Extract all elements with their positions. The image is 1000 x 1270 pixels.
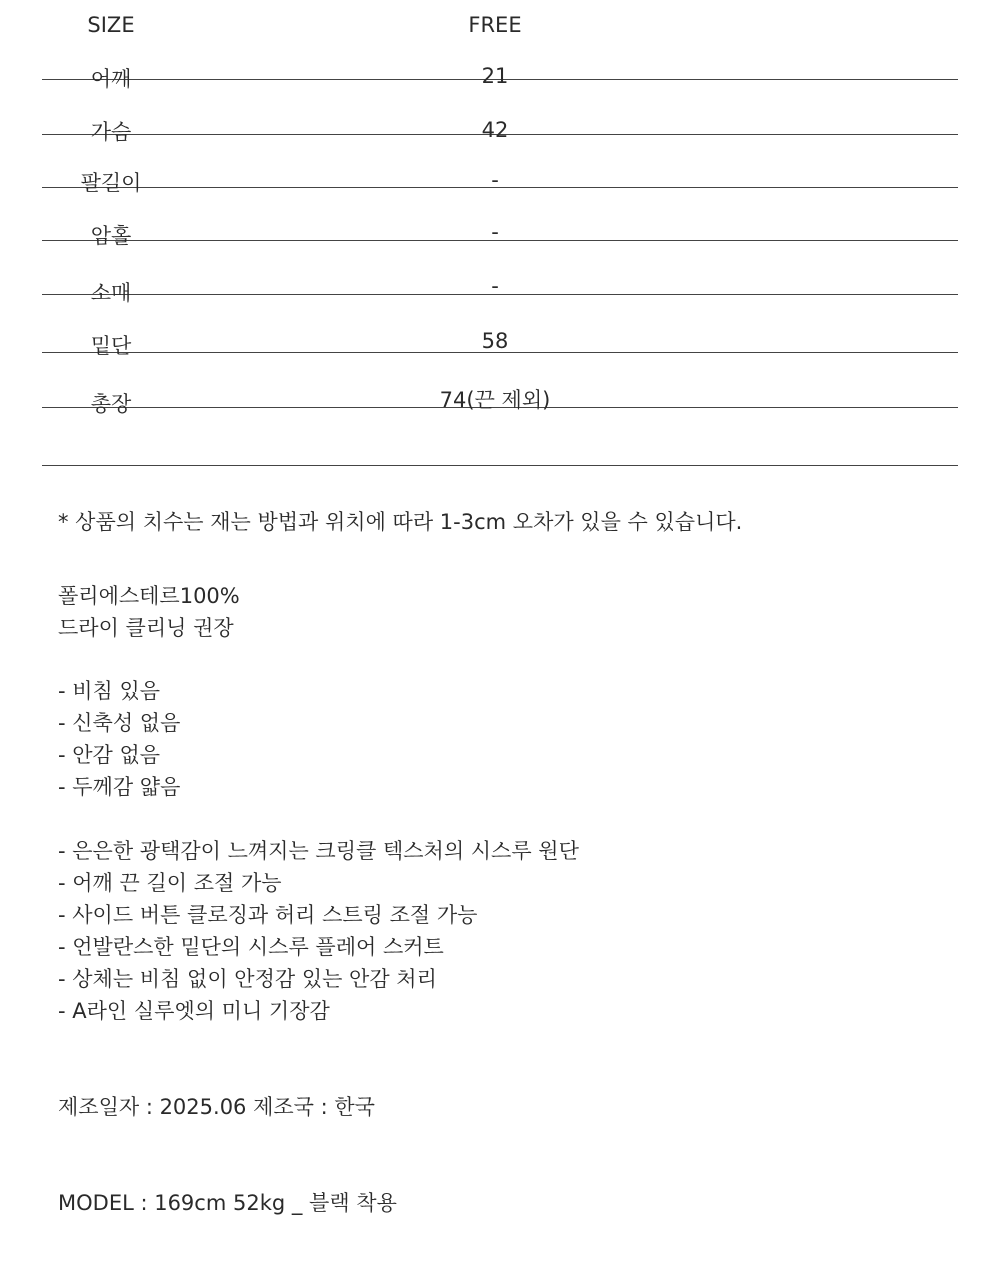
size-table xyxy=(42,13,958,466)
table-row xyxy=(42,220,958,295)
property-item: - 두께감 얇음 xyxy=(58,775,181,799)
feature-item: - 어깨 끈 길이 조절 가능 xyxy=(58,871,282,895)
row-value: - xyxy=(491,168,499,192)
row-value: 58 xyxy=(481,329,509,353)
row-label: 밑단 xyxy=(90,334,132,358)
row-label: 가슴 xyxy=(90,120,132,144)
property-item: - 신축성 없음 xyxy=(58,711,181,735)
feature-item: - 사이드 버튼 클로징과 허리 스트링 조절 가능 xyxy=(58,903,478,927)
feature-item: - A라인 실루엣의 미니 기장감 xyxy=(58,999,330,1023)
row-value: 42 xyxy=(481,118,509,142)
feature-item: - 상체는 비침 없이 안정감 있는 안감 처리 xyxy=(58,967,437,991)
measurement-notice: * 상품의 치수는 재는 방법과 위치에 따라 1-3cm 오차가 있을 수 있습니다. xyxy=(58,510,743,534)
fabric-composition: 폴리에스테르100% xyxy=(58,584,240,608)
table-row xyxy=(42,388,958,466)
row-label: 팔길이 xyxy=(80,171,142,195)
row-label: 암홀 xyxy=(90,224,132,248)
property-item: - 안감 없음 xyxy=(58,743,161,767)
row-label: 어깨 xyxy=(90,67,132,91)
feature-item: - 언발란스한 밑단의 시스루 플레어 스커트 xyxy=(58,935,444,959)
row-label: 소매 xyxy=(90,281,132,305)
row-value: - xyxy=(491,274,499,298)
property-item: - 비침 있음 xyxy=(58,679,161,703)
header-size-label: SIZE xyxy=(87,13,135,37)
row-value: 74(끈 제외) xyxy=(439,388,551,412)
row-value: 21 xyxy=(481,64,509,88)
table-row xyxy=(42,168,958,241)
care-instruction: 드라이 클리닝 권장 xyxy=(58,616,234,640)
model-info: MODEL : 169cm 52kg _ 블랙 착용 xyxy=(58,1191,397,1215)
row-value: - xyxy=(491,220,499,244)
table-row xyxy=(42,118,958,188)
manufacture-info: 제조일자 : 2025.06 제조국 : 한국 xyxy=(58,1095,375,1119)
header-size-value: FREE xyxy=(468,13,522,37)
feature-item: - 은은한 광택감이 느껴지는 크링클 텍스처의 시스루 원단 xyxy=(58,839,579,863)
row-label: 총장 xyxy=(90,392,132,416)
